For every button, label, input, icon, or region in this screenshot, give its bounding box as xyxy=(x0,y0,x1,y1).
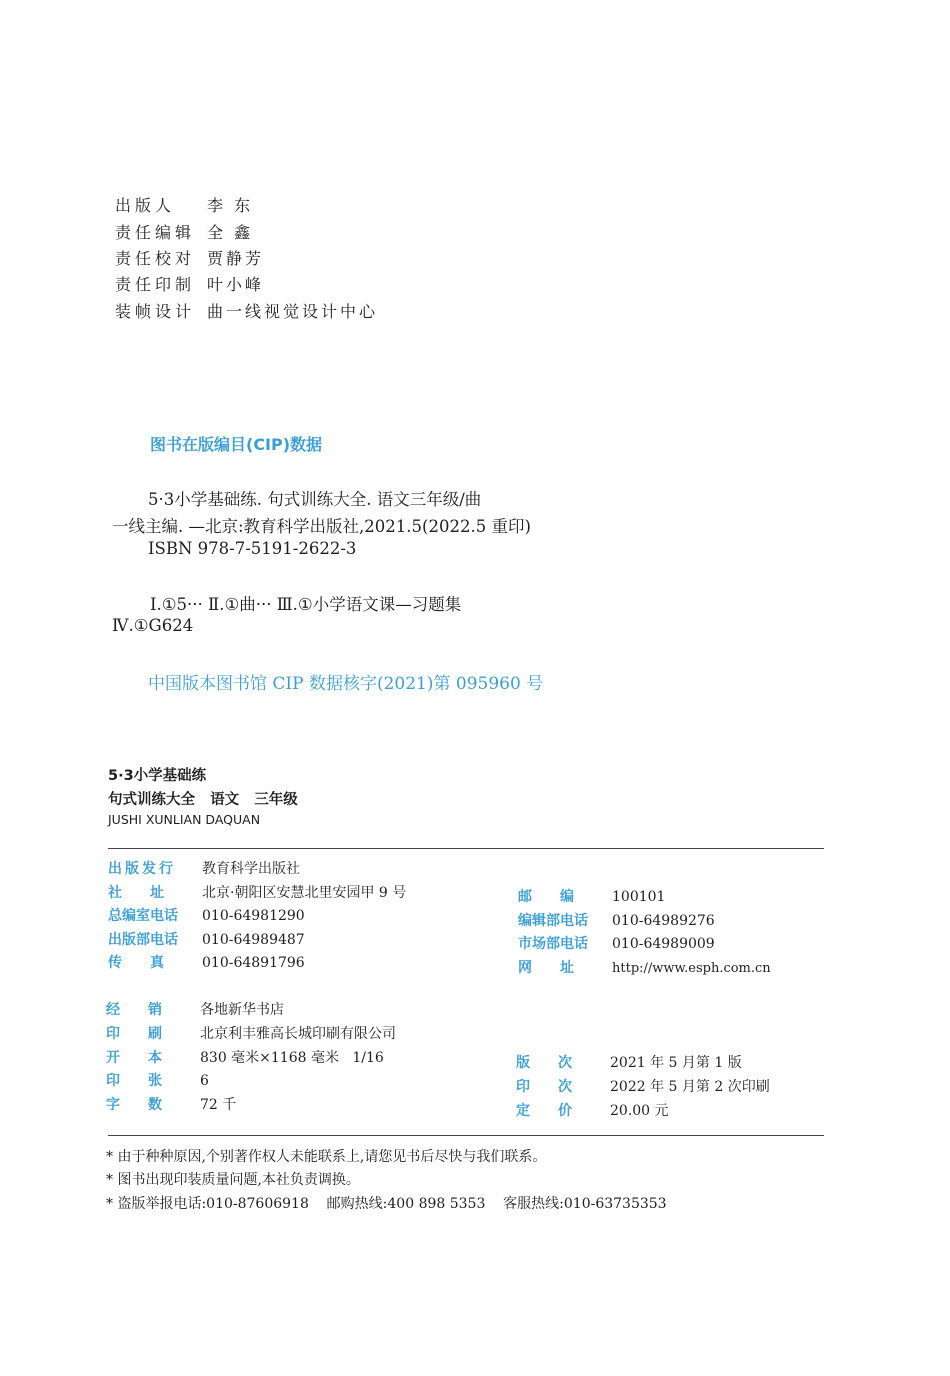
print-row xyxy=(106,999,284,1019)
info-label: 网 址 xyxy=(518,960,574,976)
credit-value: 曲一线视觉设计中心 xyxy=(207,302,379,321)
print-label: 开 本 xyxy=(106,1050,162,1066)
print-label: 印 次 xyxy=(516,1079,572,1095)
info-value: 010-64989009 xyxy=(612,936,715,952)
info-row xyxy=(518,933,715,953)
print-value: 各地新华书店 xyxy=(200,1002,284,1018)
credit-value: 全 鑫 xyxy=(207,223,254,242)
info-row xyxy=(518,957,771,977)
info-row xyxy=(518,910,715,930)
info-value: 010-64989487 xyxy=(202,932,305,948)
info-row xyxy=(108,929,305,949)
print-row xyxy=(106,1094,236,1114)
print-label: 版 次 xyxy=(516,1055,572,1071)
info-row xyxy=(108,858,300,878)
cip-title: 图书在版编目(CIP)数据 xyxy=(150,435,323,454)
print-row xyxy=(106,1023,396,1043)
credit-label: 责任编辑 xyxy=(115,223,196,242)
credit-proofreader xyxy=(115,246,264,269)
cip-class-1: Ⅰ.①5··· Ⅱ.①曲··· Ⅲ.①小学语文课—习题集 xyxy=(150,595,462,614)
info-label: 传 真 xyxy=(108,955,164,971)
info-label: 邮 编 xyxy=(518,889,574,905)
credit-label: 责任印制 xyxy=(115,275,196,294)
note-hotlines: * 盗版举报电话:010-87606918 邮购热线:400 898 5353 客服热线:010-63735353 xyxy=(106,1196,667,1212)
cip-line-1: 5·3小学基础练. 句式训练大全. 语文三年级/曲 xyxy=(148,490,482,509)
print-label: 印 刷 xyxy=(106,1026,162,1042)
info-value: 100101 xyxy=(612,889,666,905)
credit-value: 贾静芳 xyxy=(207,249,265,268)
print-value: 2021 年 5 月第 1 版 xyxy=(610,1055,742,1071)
credit-label: 装帧设计 xyxy=(115,302,196,321)
info-value: 北京·朝阳区安慧北里安园甲 9 号 xyxy=(202,885,407,901)
info-value: 010-64981290 xyxy=(202,908,305,924)
credit-editor xyxy=(115,220,253,243)
print-row xyxy=(106,1070,209,1090)
credit-value: 叶小峰 xyxy=(207,275,265,294)
cip-isbn: ISBN 978-7-5191-2622-3 xyxy=(148,539,357,558)
info-label: 总编室电话 xyxy=(108,908,178,924)
credit-printing xyxy=(115,272,264,295)
info-label: 社 址 xyxy=(108,885,164,901)
print-label: 定 价 xyxy=(516,1103,572,1119)
info-value: http://www.esph.com.cn xyxy=(612,961,771,976)
book-title: 句式训练大全 语文 三年级 xyxy=(108,792,298,808)
note-quality: * 图书出现印装质量问题,本社负责调换。 xyxy=(106,1172,360,1188)
print-value: 72 千 xyxy=(200,1097,237,1113)
print-label: 印 张 xyxy=(106,1073,162,1089)
credit-label: 责任校对 xyxy=(115,249,196,268)
info-row xyxy=(518,886,665,906)
info-label: 出版部电话 xyxy=(108,932,178,948)
print-row xyxy=(516,1052,742,1072)
print-value: 6 xyxy=(200,1073,209,1089)
print-row xyxy=(516,1100,669,1120)
book-pinyin: JUSHI XUNLIAN DAQUAN xyxy=(108,812,261,827)
info-row xyxy=(108,952,305,972)
print-label: 字 数 xyxy=(106,1097,162,1113)
credit-publisher xyxy=(115,193,253,216)
info-value: 010-64989276 xyxy=(612,913,715,929)
cip-core-number: 中国版本图书馆 CIP 数据核字(2021)第 095960 号 xyxy=(148,674,544,694)
info-row xyxy=(108,905,305,925)
print-value: 830 毫米×1168 毫米 1/16 xyxy=(200,1050,384,1066)
print-label: 经 销 xyxy=(106,1002,162,1018)
info-row xyxy=(108,882,406,902)
credit-label: 出版人 xyxy=(115,196,176,215)
credit-value: 李 东 xyxy=(207,196,254,215)
print-row xyxy=(516,1076,770,1096)
info-label: 编辑部电话 xyxy=(518,913,588,929)
info-label: 出版发行 xyxy=(108,861,176,877)
book-series: 5·3小学基础练 xyxy=(108,768,207,784)
print-value: 北京利丰雅高长城印刷有限公司 xyxy=(200,1026,396,1042)
info-value: 010-64891796 xyxy=(202,955,305,971)
note-copyright: * 由于种种原因,个别著作权人未能联系上,请您见书后尽快与我们联系。 xyxy=(106,1149,547,1165)
print-value: 20.00 元 xyxy=(610,1103,669,1119)
cip-class-2: Ⅳ.①G624 xyxy=(112,616,194,635)
credit-design xyxy=(115,299,378,322)
print-value: 2022 年 5 月第 2 次印刷 xyxy=(610,1079,770,1095)
info-value: 教育科学出版社 xyxy=(202,861,300,877)
info-label: 市场部电话 xyxy=(518,936,588,952)
cip-line-2: 一线主编. —北京:教育科学出版社,2021.5(2022.5 重印) xyxy=(112,517,531,536)
divider-bottom xyxy=(108,1135,824,1136)
print-row xyxy=(106,1047,384,1067)
divider-top xyxy=(108,848,824,849)
